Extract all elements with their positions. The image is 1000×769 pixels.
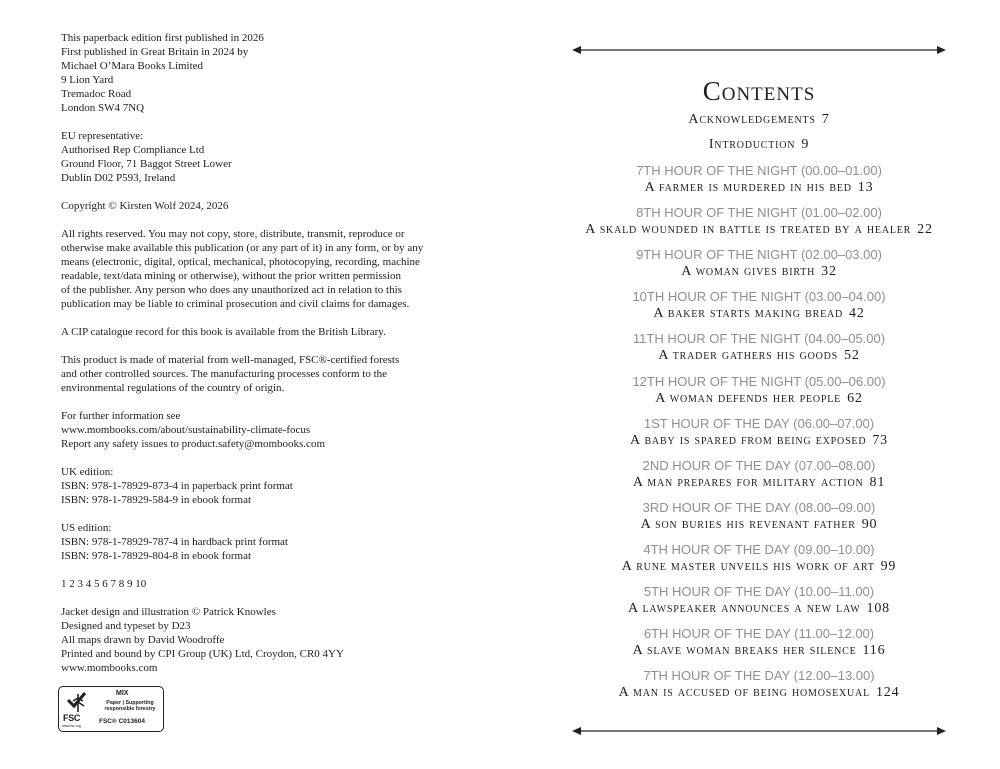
chapter-page-number: 22 (917, 222, 933, 238)
chapter-entry[interactable] (572, 601, 946, 617)
chapter-hour-heading: 7TH HOUR OF THE DAY (12.00–13.00) (643, 668, 875, 684)
chapter-title: A trader gathers his goods (658, 348, 839, 364)
fsc-wordmark: FSC (63, 713, 81, 723)
chapter-entry[interactable] (572, 348, 946, 364)
chapter-title: A baby is spared from being exposed (630, 432, 867, 448)
text-line: Printed and bound by CPI Group (UK) Ltd, Croydon, CR0 4YY (61, 648, 344, 660)
fsc-subtitle: Paper | Supporting responsible forestry (104, 700, 156, 712)
chapter-entry[interactable] (572, 264, 946, 280)
chapter-hour-heading: 3RD HOUR OF THE DAY (08.00–09.00) (642, 499, 876, 515)
chapter-hour-heading: 7TH HOUR OF THE NIGHT (00.00–01.00) (636, 163, 882, 178)
chapter-title: A farmer is murdered in his bed (644, 180, 852, 195)
chapter-page-number: 81 (869, 474, 886, 490)
copyright-page (61, 31, 481, 689)
chapter-title: A skald wounded in battle is treated by a healer (585, 222, 912, 238)
text-line: and other controlled sources. The manufacturing processes conform to the (61, 368, 388, 380)
chapter-page-number: 52 (844, 348, 860, 364)
printing-line (61, 577, 481, 591)
fsc-mix: MIX (116, 690, 129, 697)
text-line: For further information see (61, 410, 181, 422)
chapter-page-number: 73 (872, 432, 888, 448)
chapter-page-number: 108 (866, 601, 890, 616)
text-line: means (electronic, digital, optical, mechanical, photocopying, recording, machine (61, 256, 420, 268)
text-line: All maps drawn by David Woodroffe (61, 634, 225, 646)
chapter-title: A baker starts making bread (653, 306, 844, 322)
cip-notice (61, 325, 481, 339)
text-line: environmental regulations of the country of origin. (61, 382, 285, 394)
chapter-hour-heading: 8TH HOUR OF THE NIGHT (01.00–02.00) (636, 205, 882, 221)
text-line: www.mombooks.com (61, 662, 158, 674)
text-line: Designed and typeset by D23 (61, 620, 191, 632)
chapter-hour-heading: 5TH HOUR OF THE DAY (10.00–11.00) (643, 584, 875, 599)
text-line: Dublin D02 P593, Ireland (61, 172, 176, 184)
further-info-block (61, 409, 481, 451)
chapter-title: A lawspeaker announces a new law (628, 601, 861, 616)
chapter-entry[interactable] (572, 685, 946, 701)
fsc-statement (61, 353, 481, 395)
entry-page-number: 9 (801, 137, 810, 152)
text-line: US edition: (61, 522, 112, 534)
text-line: Copyright © Kirsten Wolf 2024, 2026 (61, 200, 229, 212)
copyright-notice (61, 199, 481, 213)
chapter-title: A man prepares for military action (632, 474, 864, 490)
text-line: UK edition: (61, 466, 114, 478)
text-line: EU representative: (61, 130, 144, 142)
text-line: of the publisher. Any person who does any unauthorized act in relation to this (61, 284, 402, 296)
chapter-hour-heading: 6TH HOUR OF THE DAY (11.00–12.00) (643, 626, 875, 642)
text-line: ISBN: 978-1-78929-787-4 in hardback print format (61, 536, 288, 548)
text-line: 1 2 3 4 5 6 7 8 9 10 (61, 578, 147, 590)
chapter-entry[interactable] (572, 306, 946, 322)
text-line: Ground Floor, 71 Baggot Street Lower (61, 158, 232, 170)
chapter-page-number: 124 (875, 685, 900, 701)
text-line: www.mombooks.com/about/sustainability-climate-focus (61, 424, 311, 436)
chapter-page-number: 90 (861, 516, 878, 532)
chapter-page-number: 13 (857, 180, 874, 195)
contents-entry-introduction[interactable] (572, 137, 946, 153)
chapter-page-number: 42 (849, 306, 865, 322)
chapter-title: A woman gives birth (681, 264, 816, 280)
text-line: This paperback edition first published in 2026 (61, 32, 264, 44)
text-line: readable, text/data mining or otherwise), without the prior written permission (61, 270, 401, 282)
text-line: ISBN: 978-1-78929-804-8 in ebook format (61, 550, 252, 562)
entry-page-number: 7 (821, 112, 830, 127)
chapter-page-number: 62 (847, 390, 863, 406)
chapter-entry[interactable] (572, 222, 946, 238)
text-line: otherwise make available this publication (or any part of it) in any form, or by any (61, 242, 424, 254)
text-line: London SW4 7NQ (61, 102, 145, 114)
chapter-entry[interactable] (572, 559, 946, 575)
contents-title: Contents (702, 76, 816, 106)
text-line: Tremadoc Road (61, 88, 132, 100)
chapter-title: A man is accused of being homosexual (618, 685, 870, 701)
contents-entry-acknowledgements[interactable] (572, 112, 946, 128)
text-line: Report any safety issues to product.safety@mombooks.com (61, 438, 325, 450)
chapter-hour-heading: 12TH HOUR OF THE NIGHT (05.00–06.00) (632, 373, 886, 389)
fsc-license-code: FSC® C013604 (99, 718, 145, 725)
chapter-entry[interactable] (572, 433, 946, 449)
text-line: Authorised Rep Compliance Ltd (61, 144, 205, 156)
text-line: All rights reserved. You may not copy, store, distribute, transmit, reproduce or (61, 228, 405, 240)
chapter-title: A woman defends her people (655, 390, 842, 406)
chapter-title: A rune master unveils his work of art (621, 558, 875, 574)
text-line: Jacket design and illustration © Patrick Knowles (61, 606, 276, 618)
chapter-entry[interactable] (572, 391, 946, 407)
chapter-page-number: 116 (862, 643, 886, 659)
chapter-hour-heading: 11TH HOUR OF THE NIGHT (04.00–05.00) (632, 331, 886, 347)
publisher-block (61, 31, 481, 115)
chapter-entry[interactable] (572, 475, 946, 491)
text-line: publication may be liable to criminal prosecution and civil claims for damages. (61, 298, 410, 310)
text-line: This product is made of material from well-managed, FSC®-certified forests (61, 354, 400, 366)
credits-block (61, 605, 481, 675)
chapter-hour-heading: 10TH HOUR OF THE NIGHT (03.00–04.00) (632, 289, 886, 305)
chapter-hour-heading: 1ST HOUR OF THE DAY (06.00–07.00) (643, 415, 875, 431)
text-line: Michael O’Mara Books Limited (61, 60, 204, 72)
text-line: ISBN: 978-1-78929-584-9 in ebook format (61, 494, 252, 506)
chapter-hour-heading: 9TH HOUR OF THE NIGHT (02.00–03.00) (636, 247, 882, 263)
chapter-entry[interactable] (572, 517, 946, 533)
eu-representative-block (61, 129, 481, 185)
double-arrow-rule-top (572, 43, 946, 57)
chapter-title: A slave woman breaks her silence (632, 643, 857, 659)
chapter-hour-heading: 4TH HOUR OF THE DAY (09.00–10.00) (643, 541, 875, 557)
us-edition-block (61, 521, 481, 563)
text-line: A CIP catalogue record for this book is available from the British Library. (61, 326, 386, 338)
rights-reserved-block (61, 227, 481, 311)
uk-edition-block (61, 465, 481, 507)
chapter-title: A son buries his revenant father (640, 516, 856, 532)
chapter-page-number: 99 (880, 558, 897, 574)
entry-title: Acknowledgements (688, 112, 816, 127)
text-line: First published in Great Britain in 2024 by (61, 46, 249, 58)
text-line: ISBN: 978-1-78929-873-4 in paperback print format (61, 480, 293, 492)
chapter-entry[interactable] (572, 643, 946, 659)
fsc-mix-label (58, 686, 164, 732)
chapter-entry[interactable] (572, 180, 946, 196)
entry-title: Introduction (708, 137, 796, 152)
double-arrow-rule-bottom (572, 724, 946, 738)
text-line: 9 Lion Yard (61, 74, 114, 86)
chapter-hour-heading: 2ND HOUR OF THE DAY (07.00–08.00) (642, 457, 876, 473)
chapter-page-number: 32 (821, 264, 837, 280)
fsc-url: www.fsc.org (62, 724, 81, 728)
